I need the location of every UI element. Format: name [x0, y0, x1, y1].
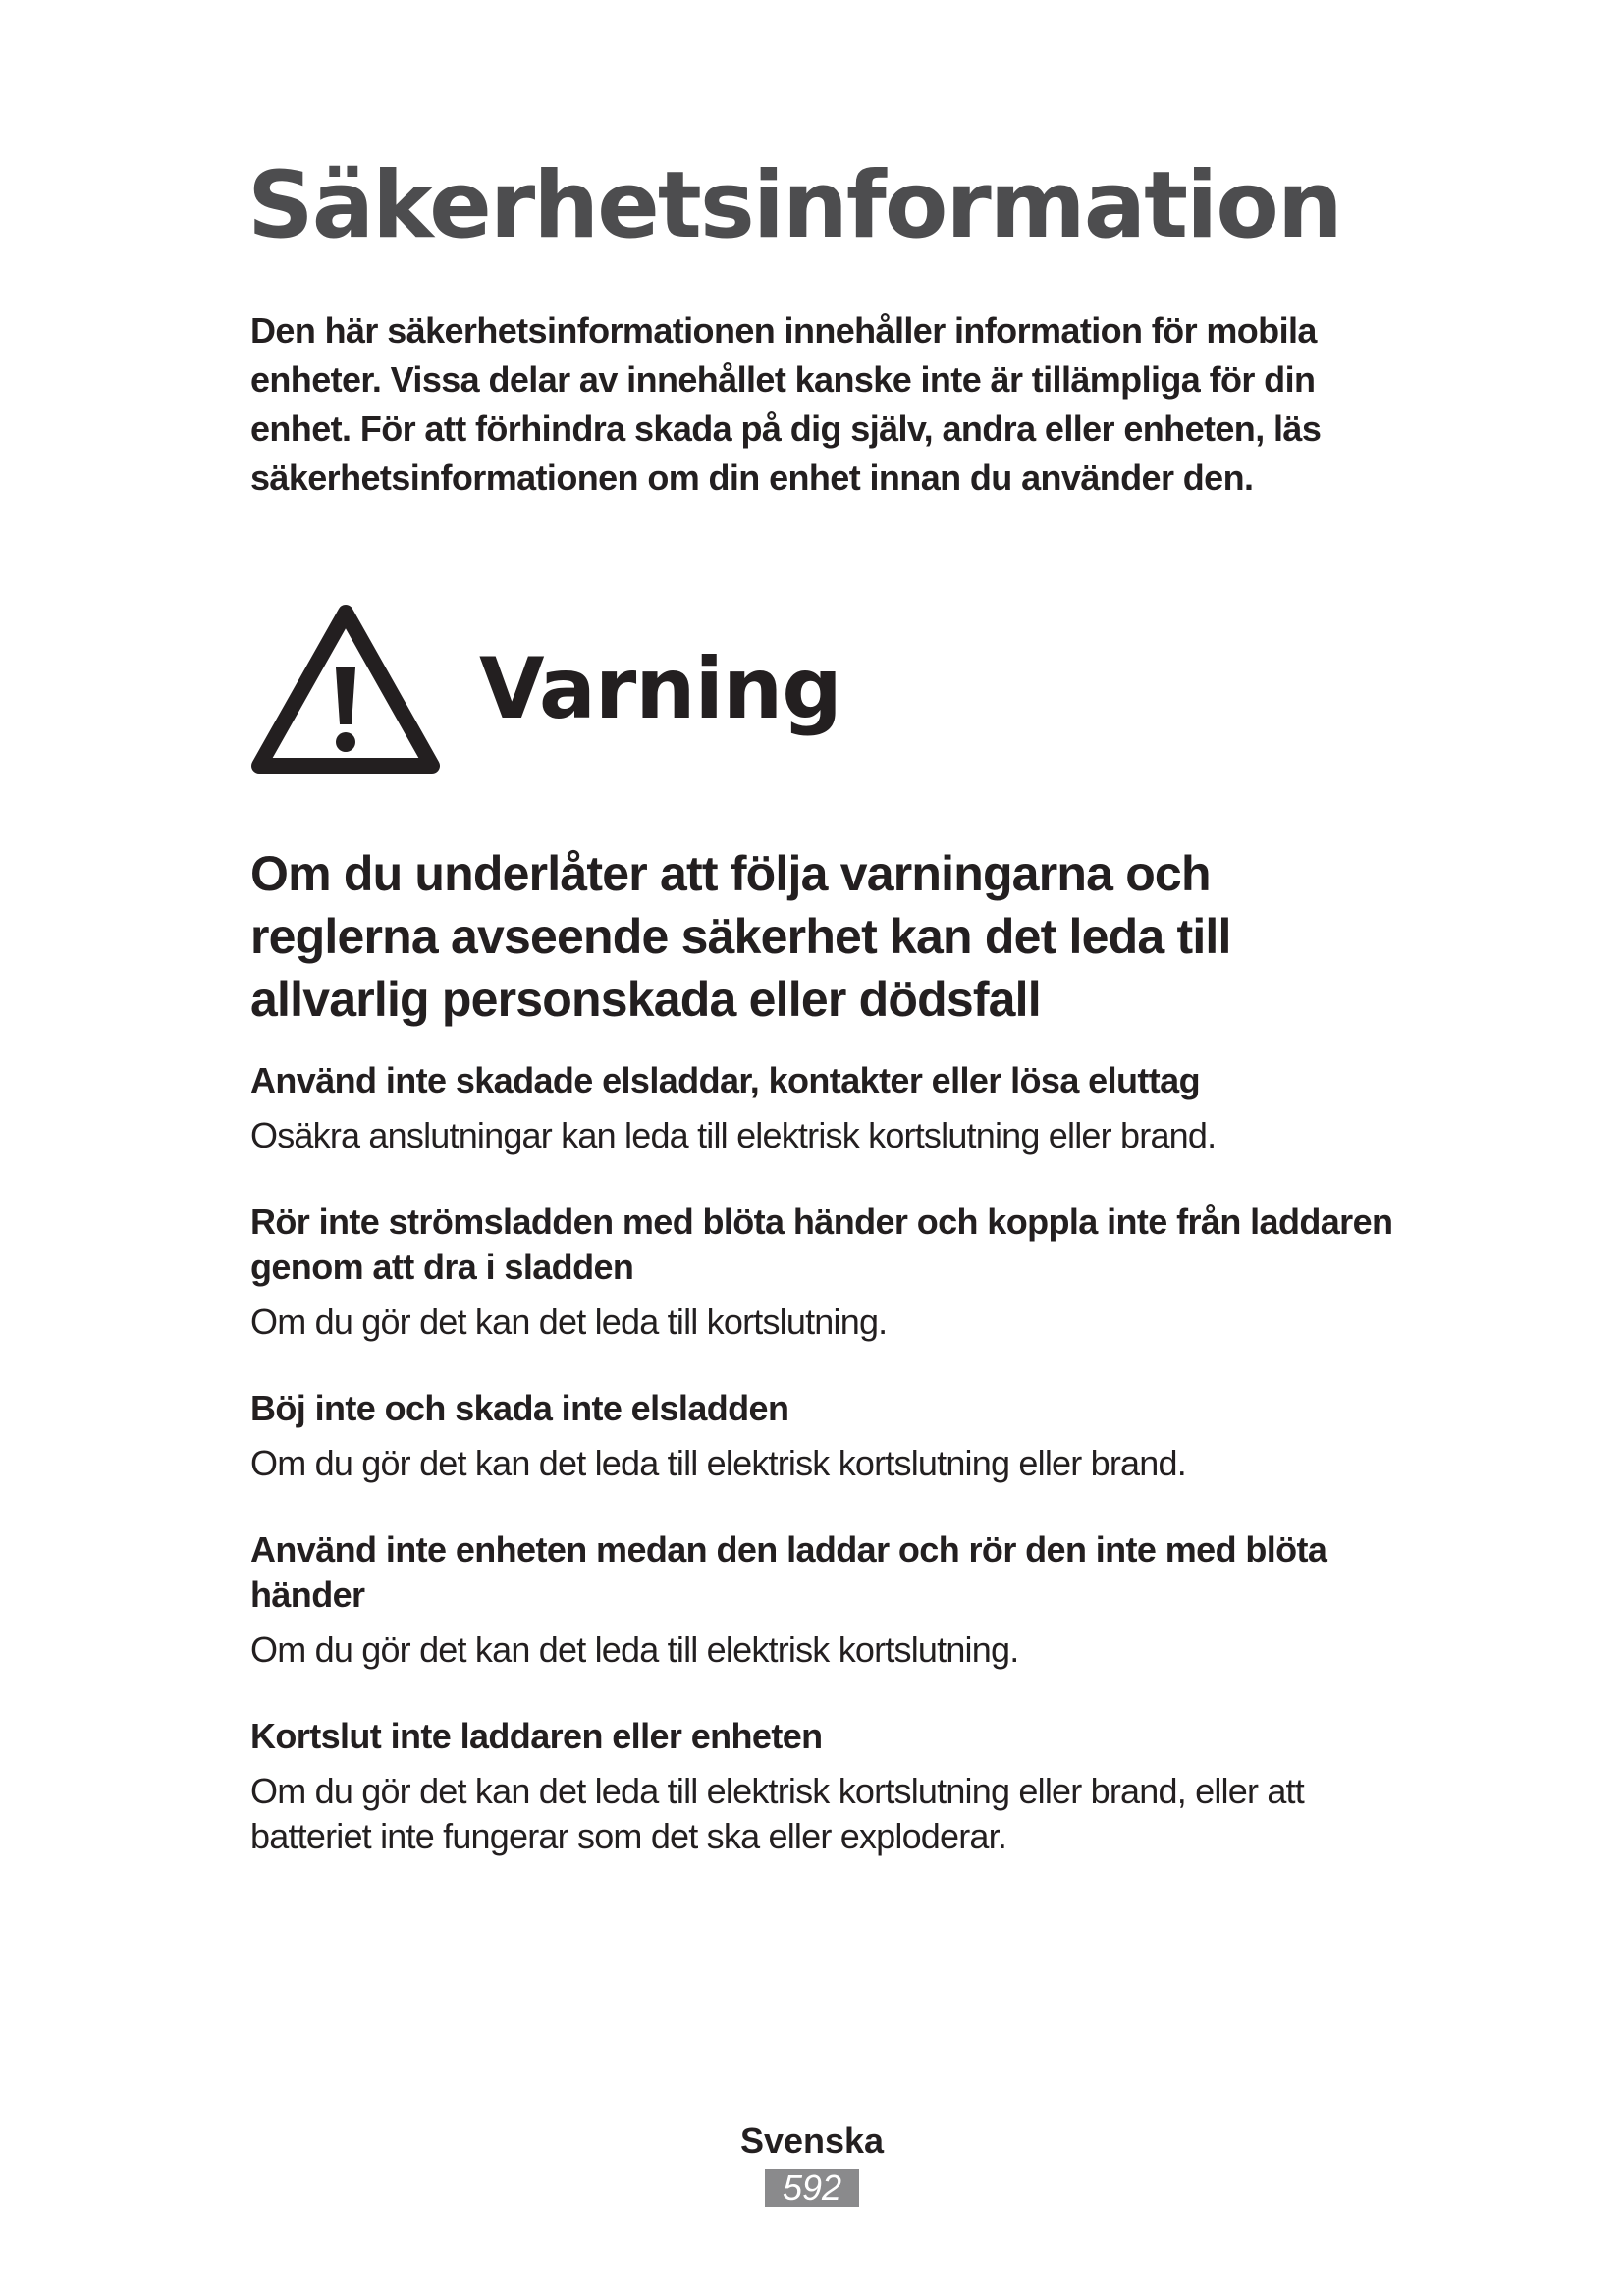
rule-body: Osäkra anslutningar kan leda till elektrisk kortslutning eller brand. [250, 1115, 1217, 1155]
page-number-badge: 592 [765, 2169, 859, 2207]
footer-language: Svenska [739, 2120, 885, 2161]
rule-body: Om du gör det kan det leda till elektrisk kortslutning. [250, 1629, 1019, 1670]
safety-rule [250, 1058, 1399, 1158]
safety-rules-list [250, 1058, 1399, 1859]
warning-triangle-icon [247, 599, 444, 785]
rule-body: Om du gör det kan det leda till elektrisk kortslutning eller brand. [250, 1443, 1186, 1483]
warning-title: Varning [479, 640, 841, 738]
rule-heading: Använd inte skadade elsladdar, kontakter eller lösa eluttag [250, 1060, 1200, 1100]
rule-heading: Kortslut inte laddaren eller enheten [250, 1716, 823, 1756]
rule-heading: Böj inte och skada inte elsladden [250, 1388, 789, 1428]
safety-rule [250, 1200, 1399, 1345]
intro-paragraph: Den här säkerhetsinformationen innehåller information för mobila enheter. Vissa delar av innehållet kanske inte är tillämpliga för din enhet. För att förhindra skada på dig själv, andra eller enheten, läs säkerhetsinformationen om din enhet innan du använder den. [250, 310, 1322, 498]
page-footer [0, 2118, 1624, 2207]
rule-heading: Rör inte strömsladden med blöta händer och koppla inte från laddaren genom att dra i sladden [250, 1201, 1393, 1287]
warning-header [247, 599, 1131, 795]
rule-body: Om du gör det kan det leda till kortslutning. [250, 1302, 888, 1342]
safety-rule [250, 1386, 1399, 1486]
rule-heading: Använd inte enheten medan den laddar och rör den inte med blöta händer [250, 1529, 1327, 1615]
page-title: Säkerhetsinformation [247, 152, 1341, 259]
safety-rule [250, 1714, 1399, 1859]
rule-body: Om du gör det kan det leda till elektrisk kortslutning eller brand, eller att batteriet inte fungerar som det ska eller exploderar. [250, 1771, 1304, 1856]
safety-rule [250, 1527, 1399, 1673]
warning-lead: Om du underlåter att följa varningarna och reglerna avseende säkerhet kan det leda till allvarlig personskada eller dödsfall [250, 846, 1231, 1027]
